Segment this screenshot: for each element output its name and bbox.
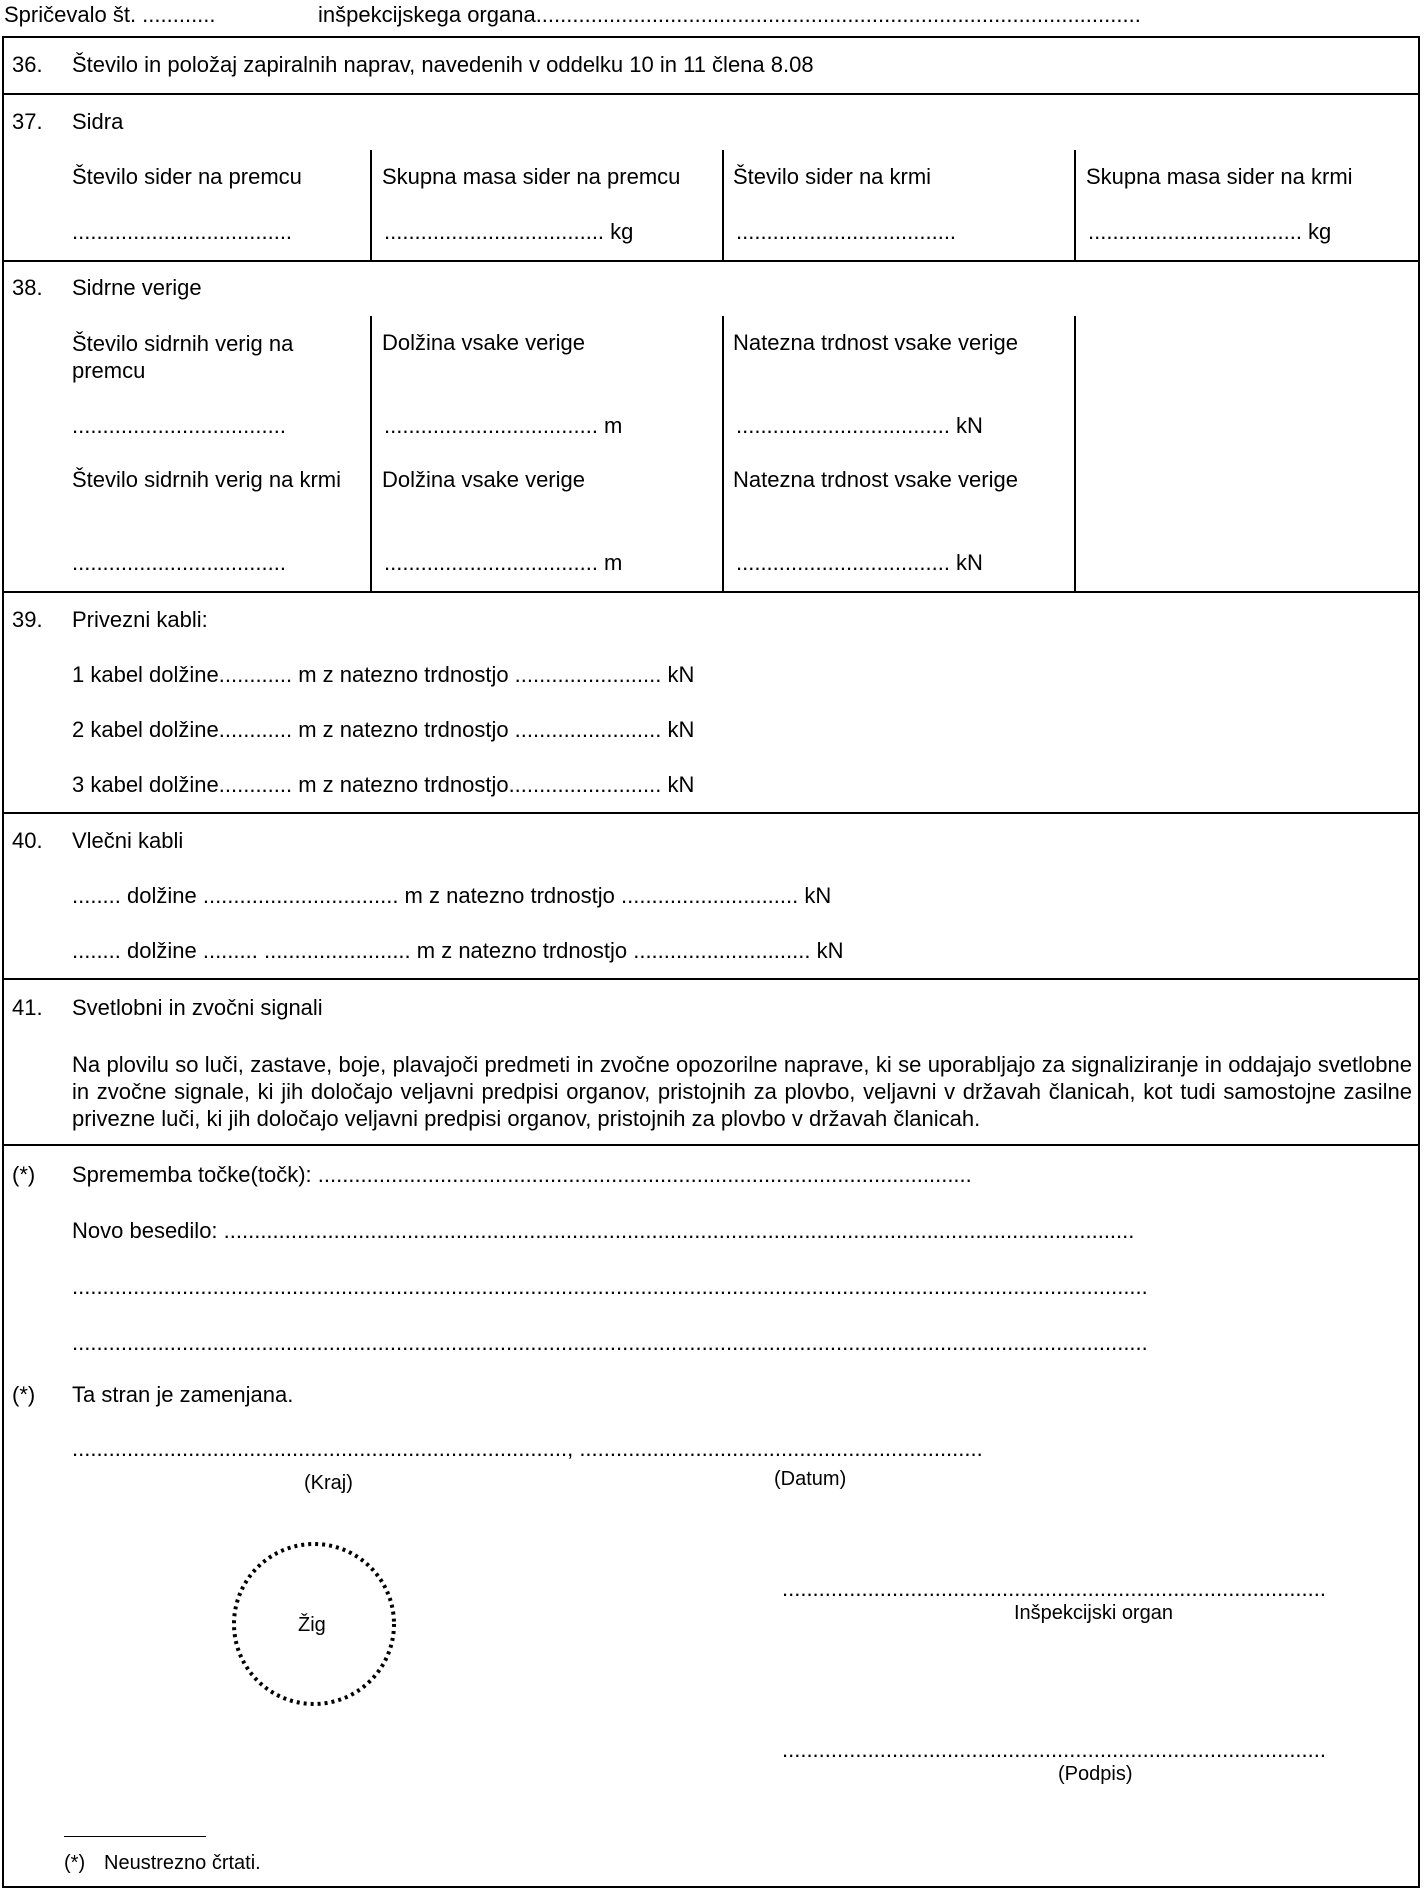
section-40-title: Vlečni kabli xyxy=(72,828,184,853)
certificate-number: Spričevalo št. ............ xyxy=(4,2,216,27)
footnote-rule xyxy=(64,1836,206,1837)
chains-bow-count-value: ................................... xyxy=(72,413,286,438)
amendment-line: ................................................................................................................................................................................ xyxy=(72,1274,1148,1299)
chains-stern-count-value: ................................... xyxy=(72,550,286,575)
place-date-line: ................................................................................., .................................................................. xyxy=(72,1436,983,1461)
divider xyxy=(2,93,1420,95)
chains-length-label: Dolžina vsake verige xyxy=(382,467,585,492)
mooring-cable-line: 2 kabel dolžine............ m z natezno trdnostjo ........................ kN xyxy=(72,717,695,742)
footnote-mark: (*) xyxy=(64,1852,86,1874)
column-divider xyxy=(722,150,724,260)
section-38-title: Sidrne verige xyxy=(72,275,202,300)
signature-label: (Podpis) xyxy=(1058,1763,1133,1785)
place-label: (Kraj) xyxy=(304,1472,353,1494)
anchors-bow-mass-value: .................................... kg xyxy=(384,219,634,244)
section-39-number: 39. xyxy=(12,607,43,632)
mooring-cable-line: 3 kabel dolžine............ m z natezno trdnostjo......................... kN xyxy=(72,772,695,797)
organ-label: Inšpekcijski organ xyxy=(1014,1602,1173,1624)
mooring-cable-line: 1 kabel dolžine............ m z natezno trdnostjo ........................ kN xyxy=(72,662,695,687)
section-37-title: Sidra xyxy=(72,109,124,134)
organ-signature-line: ......................................................................................... xyxy=(782,1576,1326,1601)
divider xyxy=(2,591,1420,593)
divider xyxy=(2,260,1420,262)
amendment-line: ................................................................................................................................................................................ xyxy=(72,1330,1148,1355)
anchors-stern-mass-value: ................................... kg xyxy=(1088,219,1332,244)
column-divider xyxy=(1074,316,1076,591)
section-41-text: Na plovilu so luči, zastave, boje, plavajoči predmeti in zvočne opozorilne naprave, ki se uporabljajo za signaliziranje in oddajajo svetlobne in zvočne signale, ki jih določajo veljavni predpisi organov, pristojnih za plovbo, veljavni v državah članicah, kot tudi samostojne zasilne privezne luči, ki jih določajo veljavni predpisi organov, pristojnih za plovbo v državah članicah. xyxy=(72,1052,1412,1131)
section-40-number: 40. xyxy=(12,828,43,853)
chains-stern-length-value: ................................... m xyxy=(384,550,623,575)
column-divider xyxy=(1074,150,1076,260)
chains-length-label: Dolžina vsake verige xyxy=(382,330,585,355)
section-38-number: 38. xyxy=(12,275,43,300)
section-41-number: 41. xyxy=(12,995,43,1020)
chains-bow-count-label: Število sidrnih verig na premcu xyxy=(72,331,294,383)
section-41-title: Svetlobni in zvočni signali xyxy=(72,995,323,1020)
anchors-bow-mass-label: Skupna masa sider na premcu xyxy=(382,164,681,189)
chains-bow-length-value: ................................... m xyxy=(384,413,623,438)
column-divider xyxy=(722,316,724,591)
chains-strength-label: Natezna trdnost vsake verige xyxy=(733,330,1018,355)
replaced-mark: (*) xyxy=(12,1382,36,1407)
amendment-mark: (*) xyxy=(12,1162,36,1187)
divider xyxy=(2,978,1420,980)
section-36-number: 36. xyxy=(12,52,43,77)
section-39-title: Privezni kabli: xyxy=(72,607,208,632)
signature-line: ......................................................................................... xyxy=(782,1737,1326,1762)
towing-cable-line: ........ dolžine ................................ m z natezno trdnostjo ............................. kN xyxy=(72,883,832,908)
amendment-change: Sprememba točke(točk): ........................................................................................................... xyxy=(72,1162,972,1187)
chains-stern-count-label: Število sidrnih verig na krmi xyxy=(72,467,341,492)
anchors-stern-count-value: .................................... xyxy=(736,219,957,244)
anchors-stern-mass-label: Skupna masa sider na krmi xyxy=(1086,164,1353,189)
divider xyxy=(2,1144,1420,1146)
anchors-bow-count-label: Število sider na premcu xyxy=(72,164,302,189)
chains-bow-strength-value: ................................... kN xyxy=(736,413,983,438)
chains-stern-strength-value: ................................... kN xyxy=(736,550,983,575)
date-label: (Datum) xyxy=(774,1468,847,1490)
anchors-stern-count-label: Število sider na krmi xyxy=(733,164,932,189)
divider xyxy=(2,812,1420,814)
anchors-bow-count-value: .................................... xyxy=(72,219,293,244)
organ-header: inšpekcijskega organa................................................................................................... xyxy=(318,2,1141,27)
section-36-text: Število in položaj zapiralnih naprav, navedenih v oddelku 10 in 11 člena 8.08 xyxy=(72,52,814,77)
column-divider xyxy=(370,150,372,260)
column-divider xyxy=(370,316,372,591)
chains-strength-label: Natezna trdnost vsake verige xyxy=(733,467,1018,492)
footnote-text: Neustrezno črtati. xyxy=(104,1852,261,1874)
stamp-label: Žig xyxy=(298,1614,326,1636)
towing-cable-line: ........ dolžine ......... ........................ m z natezno trdnostjo ............................. kN xyxy=(72,938,844,963)
replaced-text: Ta stran je zamenjana. xyxy=(72,1382,294,1407)
section-37-number: 37. xyxy=(12,109,43,134)
amendment-new-text: Novo besedilo: ..................................................................................................................................................... xyxy=(72,1218,1135,1243)
